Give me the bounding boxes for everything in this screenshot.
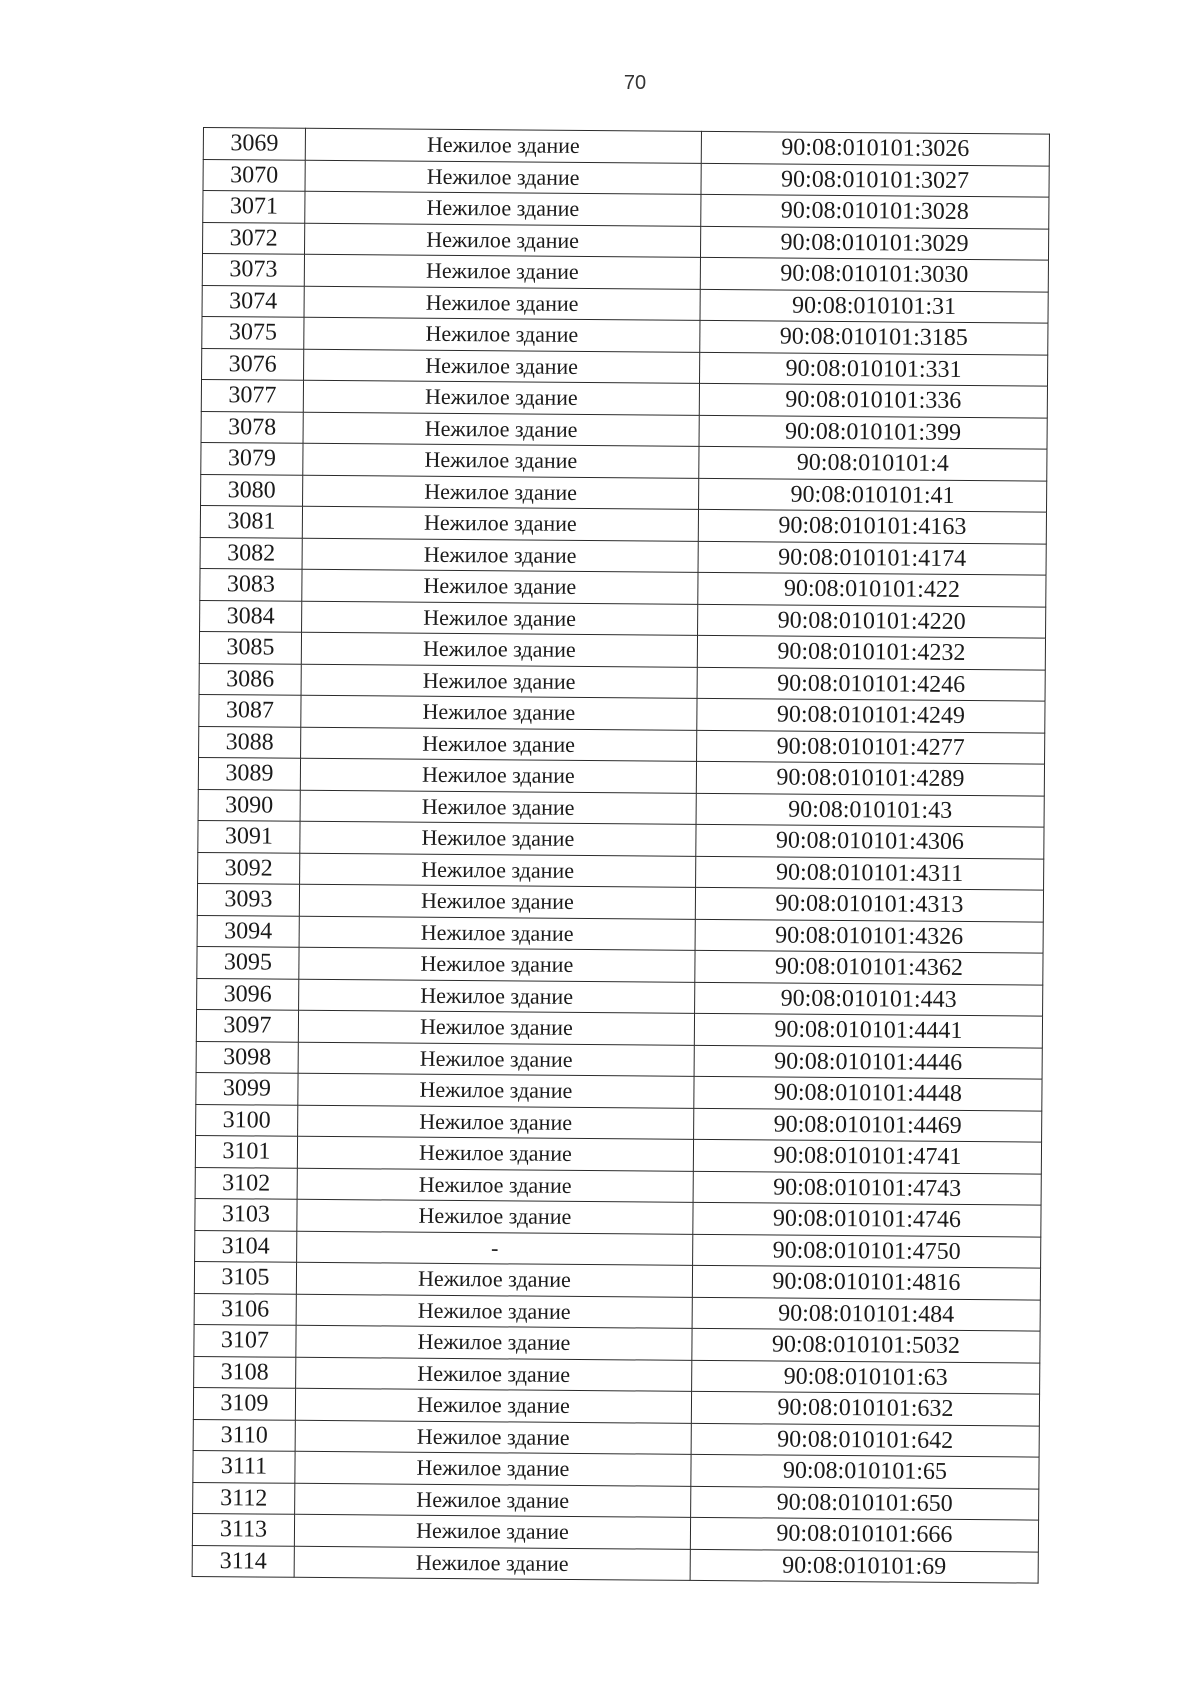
cadastral-number-cell: 90:08:010101:69 bbox=[690, 1549, 1038, 1583]
cadastral-number-cell: 90:08:010101:3027 bbox=[701, 163, 1049, 197]
row-number-cell: 3072 bbox=[203, 222, 305, 254]
object-type-cell: Нежилое здание bbox=[296, 1325, 692, 1360]
cadastral-number-cell: 90:08:010101:666 bbox=[690, 1517, 1038, 1551]
row-number-cell: 3094 bbox=[197, 915, 299, 947]
row-number-cell: 3080 bbox=[201, 474, 303, 506]
row-number-cell: 3114 bbox=[192, 1545, 294, 1577]
row-number-cell: 3086 bbox=[199, 663, 301, 695]
row-number-cell: 3105 bbox=[194, 1261, 296, 1293]
cadastral-number-cell: 90:08:010101:65 bbox=[691, 1454, 1039, 1488]
row-number-cell: 3113 bbox=[192, 1513, 294, 1545]
row-number-cell: 3076 bbox=[202, 348, 304, 380]
row-number-cell: 3074 bbox=[202, 285, 304, 317]
row-number-cell: 3084 bbox=[200, 600, 302, 632]
cadastral-number-cell: 90:08:010101:63 bbox=[692, 1360, 1040, 1394]
cadastral-number-cell: 90:08:010101:4441 bbox=[694, 1013, 1042, 1047]
cadastral-number-cell: 90:08:010101:4446 bbox=[694, 1045, 1042, 1079]
row-number-cell: 3107 bbox=[194, 1324, 296, 1356]
row-number-cell: 3090 bbox=[198, 789, 300, 821]
row-number-cell: 3082 bbox=[200, 537, 302, 569]
row-number-cell: 3096 bbox=[197, 978, 299, 1010]
row-number-cell: 3081 bbox=[200, 505, 302, 537]
cadastral-number-cell: 90:08:010101:4741 bbox=[693, 1139, 1041, 1173]
cadastral-number-cell: 90:08:010101:4743 bbox=[693, 1171, 1041, 1205]
object-type-cell: Нежилое здание bbox=[302, 601, 698, 636]
cadastral-number-cell: 90:08:010101:4 bbox=[699, 446, 1047, 480]
cadastral-number-cell: 90:08:010101:5032 bbox=[692, 1328, 1040, 1362]
cadastral-number-cell: 90:08:010101:331 bbox=[700, 352, 1048, 386]
object-type-cell: Нежилое здание bbox=[301, 664, 697, 699]
object-type-cell: Нежилое здание bbox=[300, 790, 696, 825]
row-number-cell: 3087 bbox=[199, 694, 301, 726]
property-registry-table bbox=[192, 127, 1050, 1584]
cadastral-number-cell: 90:08:010101:642 bbox=[691, 1423, 1039, 1457]
object-type-cell: Нежилое здание bbox=[303, 475, 699, 510]
cadastral-number-cell: 90:08:010101:43 bbox=[696, 793, 1044, 827]
row-number-cell: 3085 bbox=[199, 631, 301, 663]
object-type-cell: Нежилое здание bbox=[303, 380, 699, 415]
cadastral-number-cell: 90:08:010101:4469 bbox=[694, 1108, 1042, 1142]
row-number-cell: 3103 bbox=[195, 1198, 297, 1230]
object-type-cell: - bbox=[297, 1231, 693, 1266]
cadastral-number-cell: 90:08:010101:4362 bbox=[695, 950, 1043, 984]
cadastral-number-cell: 90:08:010101:484 bbox=[692, 1297, 1040, 1331]
cadastral-number-cell: 90:08:010101:4750 bbox=[693, 1234, 1041, 1268]
object-type-cell: Нежилое здание bbox=[297, 1199, 693, 1234]
cadastral-number-cell: 90:08:010101:4249 bbox=[697, 698, 1045, 732]
row-number-cell: 3089 bbox=[198, 757, 300, 789]
cadastral-number-cell: 90:08:010101:422 bbox=[698, 572, 1046, 606]
cadastral-number-cell: 90:08:010101:31 bbox=[700, 289, 1048, 323]
cadastral-number-cell: 90:08:010101:4326 bbox=[695, 919, 1043, 953]
object-type-cell: Нежилое здание bbox=[305, 160, 701, 195]
object-type-cell: Нежилое здание bbox=[295, 1483, 691, 1518]
cadastral-number-cell: 90:08:010101:4232 bbox=[697, 635, 1045, 669]
object-type-cell: Нежилое здание bbox=[296, 1262, 692, 1297]
object-type-cell: Нежилое здание bbox=[297, 1168, 693, 1203]
row-number-cell: 3092 bbox=[198, 852, 300, 884]
row-number-cell: 3104 bbox=[195, 1230, 297, 1262]
cadastral-number-cell: 90:08:010101:4220 bbox=[698, 604, 1046, 638]
row-number-cell: 3069 bbox=[203, 128, 305, 160]
row-number-cell: 3106 bbox=[194, 1293, 296, 1325]
object-type-cell: Нежилое здание bbox=[304, 254, 700, 289]
row-number-cell: 3075 bbox=[202, 316, 304, 348]
object-type-cell: Нежилое здание bbox=[298, 1010, 694, 1045]
cadastral-number-cell: 90:08:010101:3028 bbox=[701, 194, 1049, 228]
object-type-cell: Нежилое здание bbox=[296, 1294, 692, 1329]
row-number-cell: 3097 bbox=[196, 1009, 298, 1041]
cadastral-number-cell: 90:08:010101:650 bbox=[691, 1486, 1039, 1520]
cadastral-number-cell: 90:08:010101:4277 bbox=[697, 730, 1045, 764]
row-number-cell: 3070 bbox=[203, 159, 305, 191]
object-type-cell: Нежилое здание bbox=[303, 412, 699, 447]
object-type-cell: Нежилое здание bbox=[298, 1105, 694, 1140]
cadastral-number-cell: 90:08:010101:41 bbox=[699, 478, 1047, 512]
object-type-cell: Нежилое здание bbox=[295, 1388, 691, 1423]
cadastral-number-cell: 90:08:010101:3030 bbox=[700, 257, 1048, 291]
cadastral-number-cell: 90:08:010101:4746 bbox=[693, 1202, 1041, 1236]
row-number-cell: 3071 bbox=[203, 191, 305, 223]
object-type-cell: Нежилое здание bbox=[302, 538, 698, 573]
cadastral-number-cell: 90:08:010101:3029 bbox=[700, 226, 1048, 260]
object-type-cell: Нежилое здание bbox=[301, 727, 697, 762]
object-type-cell: Нежилое здание bbox=[295, 1451, 691, 1486]
row-number-cell: 3110 bbox=[193, 1419, 295, 1451]
object-type-cell: Нежилое здание bbox=[294, 1546, 690, 1581]
row-number-cell: 3093 bbox=[197, 883, 299, 915]
object-type-cell: Нежилое здание bbox=[295, 1420, 691, 1455]
object-type-cell: Нежилое здание bbox=[302, 569, 698, 604]
row-number-cell: 3098 bbox=[196, 1041, 298, 1073]
row-number-cell: 3100 bbox=[196, 1104, 298, 1136]
object-type-cell: Нежилое здание bbox=[299, 947, 695, 982]
row-number-cell: 3077 bbox=[201, 379, 303, 411]
table-row bbox=[192, 1545, 1038, 1583]
object-type-cell: Нежилое здание bbox=[305, 223, 701, 258]
cadastral-number-cell: 90:08:010101:336 bbox=[699, 383, 1047, 417]
cadastral-number-cell: 90:08:010101:3185 bbox=[700, 320, 1048, 354]
object-type-cell: Нежилое здание bbox=[304, 317, 700, 352]
page-number: 70 bbox=[623, 72, 647, 94]
row-number-cell: 3102 bbox=[195, 1167, 297, 1199]
object-type-cell: Нежилое здание bbox=[296, 1357, 692, 1392]
row-number-cell: 3108 bbox=[194, 1356, 296, 1388]
object-type-cell: Нежилое здание bbox=[300, 758, 696, 793]
object-type-cell: Нежилое здание bbox=[299, 916, 695, 951]
object-type-cell: Нежилое здание bbox=[301, 632, 697, 667]
cadastral-number-cell: 90:08:010101:4816 bbox=[692, 1265, 1040, 1299]
cadastral-number-cell: 90:08:010101:3026 bbox=[701, 131, 1049, 165]
row-number-cell: 3111 bbox=[193, 1450, 295, 1482]
row-number-cell: 3091 bbox=[198, 820, 300, 852]
cadastral-number-cell: 90:08:010101:399 bbox=[699, 415, 1047, 449]
cadastral-number-cell: 90:08:010101:4289 bbox=[696, 761, 1044, 795]
object-type-cell: Нежилое здание bbox=[303, 443, 699, 478]
row-number-cell: 3109 bbox=[193, 1387, 295, 1419]
cadastral-number-cell: 90:08:010101:4163 bbox=[698, 509, 1046, 543]
object-type-cell: Нежилое здание bbox=[302, 506, 698, 541]
object-type-cell: Нежилое здание bbox=[305, 128, 701, 163]
row-number-cell: 3078 bbox=[201, 411, 303, 443]
row-number-cell: 3099 bbox=[196, 1072, 298, 1104]
object-type-cell: Нежилое здание bbox=[300, 853, 696, 888]
row-number-cell: 3079 bbox=[201, 442, 303, 474]
object-type-cell: Нежилое здание bbox=[299, 979, 695, 1014]
object-type-cell: Нежилое здание bbox=[299, 884, 695, 919]
row-number-cell: 3101 bbox=[195, 1135, 297, 1167]
row-number-cell: 3088 bbox=[199, 726, 301, 758]
row-number-cell: 3083 bbox=[200, 568, 302, 600]
object-type-cell: Нежилое здание bbox=[300, 821, 696, 856]
object-type-cell: Нежилое здание bbox=[297, 1136, 693, 1171]
row-number-cell: 3073 bbox=[202, 254, 304, 286]
registry-table-body bbox=[192, 128, 1049, 1584]
object-type-cell: Нежилое здание bbox=[304, 349, 700, 384]
object-type-cell: Нежилое здание bbox=[298, 1042, 694, 1077]
cadastral-number-cell: 90:08:010101:4306 bbox=[696, 824, 1044, 858]
cadastral-number-cell: 90:08:010101:4313 bbox=[695, 887, 1043, 921]
cadastral-number-cell: 90:08:010101:443 bbox=[695, 982, 1043, 1016]
row-number-cell: 3112 bbox=[193, 1482, 295, 1514]
object-type-cell: Нежилое здание bbox=[304, 286, 700, 321]
object-type-cell: Нежилое здание bbox=[305, 191, 701, 226]
cadastral-number-cell: 90:08:010101:4174 bbox=[698, 541, 1046, 575]
object-type-cell: Нежилое здание bbox=[301, 695, 697, 730]
cadastral-number-cell: 90:08:010101:4246 bbox=[697, 667, 1045, 701]
object-type-cell: Нежилое здание bbox=[294, 1514, 690, 1549]
object-type-cell: Нежилое здание bbox=[298, 1073, 694, 1108]
cadastral-number-cell: 90:08:010101:4311 bbox=[696, 856, 1044, 890]
cadastral-number-cell: 90:08:010101:632 bbox=[691, 1391, 1039, 1425]
row-number-cell: 3095 bbox=[197, 946, 299, 978]
cadastral-number-cell: 90:08:010101:4448 bbox=[694, 1076, 1042, 1110]
